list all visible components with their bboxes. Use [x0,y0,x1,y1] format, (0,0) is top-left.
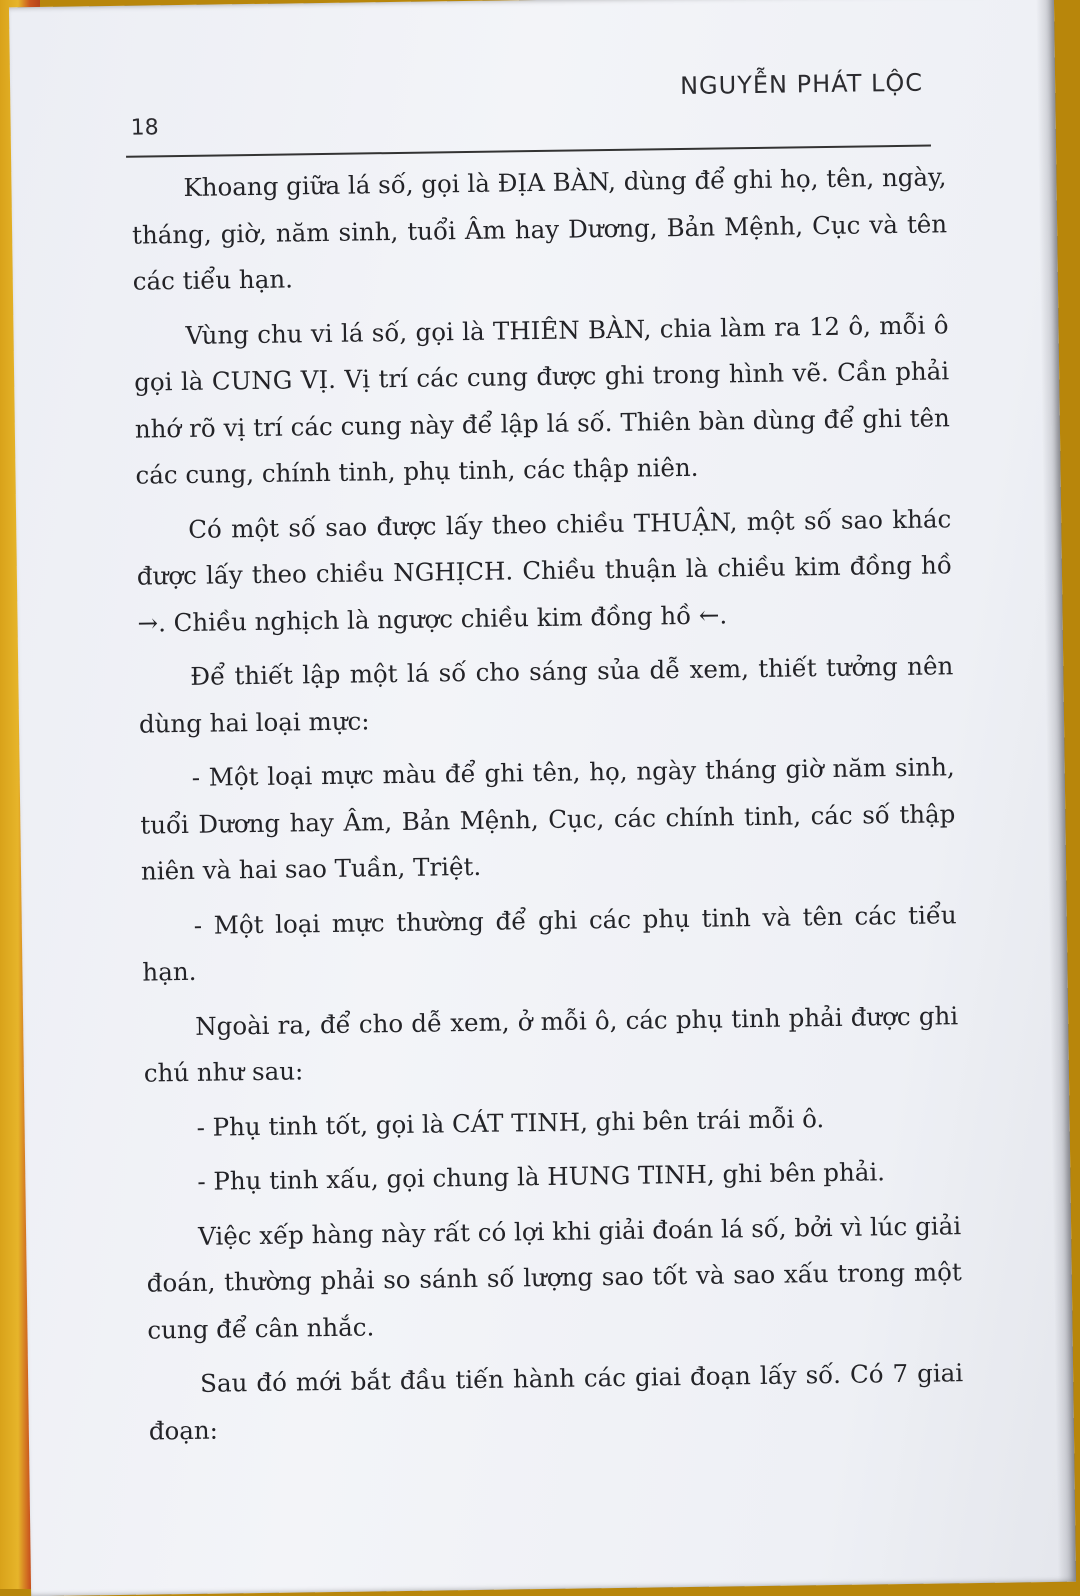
body-text [131,154,964,1462]
paragraph: Vùng chu vi lá số, gọi là THIÊN BÀN, chia làm ra 12 ô, mỗi ô gọi là CUNG VỊ. Vị trí các cung được ghi trong hình vẽ. Cần phải nhớ rõ vị trí các cung này để lập lá số. Thiên bàn dùng để ghi tên các cung, chính tinh, phụ tinh, các thập niên. [134,309,950,490]
page-shadow [1036,0,1076,1582]
page-number: 18 [130,115,159,141]
paragraph: Để thiết lập một lá số cho sáng sủa dễ xem, thiết tưởng nên dùng hai loại mực: [138,651,954,739]
paragraph: Sau đó mới bắt đầu tiến hành các giai đoạn lấy số. Có 7 giai đoạn: [148,1358,964,1446]
paragraph: Ngoài ra, để cho dễ xem, ở mỗi ô, các phụ tinh phải được ghi chú như sau: [143,1000,959,1088]
list-item: - Phụ tinh tốt, gọi là CÁT TINH, ghi bên trái mỗi ô. [196,1103,825,1142]
list-item: - Một loại mực màu để ghi tên, họ, ngày tháng giờ năm sinh, tuổi Dương hay Âm, Bản Mệnh, Cục, các chính tinh, các số thập niên và hai sao Tuần, Triệt. [140,752,956,886]
list-item: - Phụ tinh xấu, gọi chung là HUNG TINH, ghi bên phải. [197,1157,886,1196]
book-page [9,0,1076,1596]
running-header-author: NGUYỄN PHÁT LỘC [679,68,924,101]
paragraph: Việc xếp hàng này rất có lợi khi giải đoán lá số, bởi vì lúc giải đoán, thường phải so sánh số lượng sao tốt và sao xấu trong một cung để cân nhắc. [146,1210,962,1345]
list-item: - Một loại mực thường để ghi các phụ tinh và tên các tiểu hạn. [142,899,957,987]
paragraph: Có một số sao được lấy theo chiều THUẬN, một số sao khác được lấy theo chiều NGHỊCH. Chiều thuận là chiều kim đồng hồ →. Chiều nghịch là ngược chiều kim đồng hồ ←. [136,503,953,638]
paragraph: Khoang giữa lá số, gọi là ĐỊA BÀN, dùng để ghi họ, tên, ngày, tháng, giờ, năm sinh, tuổi Âm hay Dương, Bản Mệnh, Cục và tên các tiểu hạn. [131,162,948,296]
